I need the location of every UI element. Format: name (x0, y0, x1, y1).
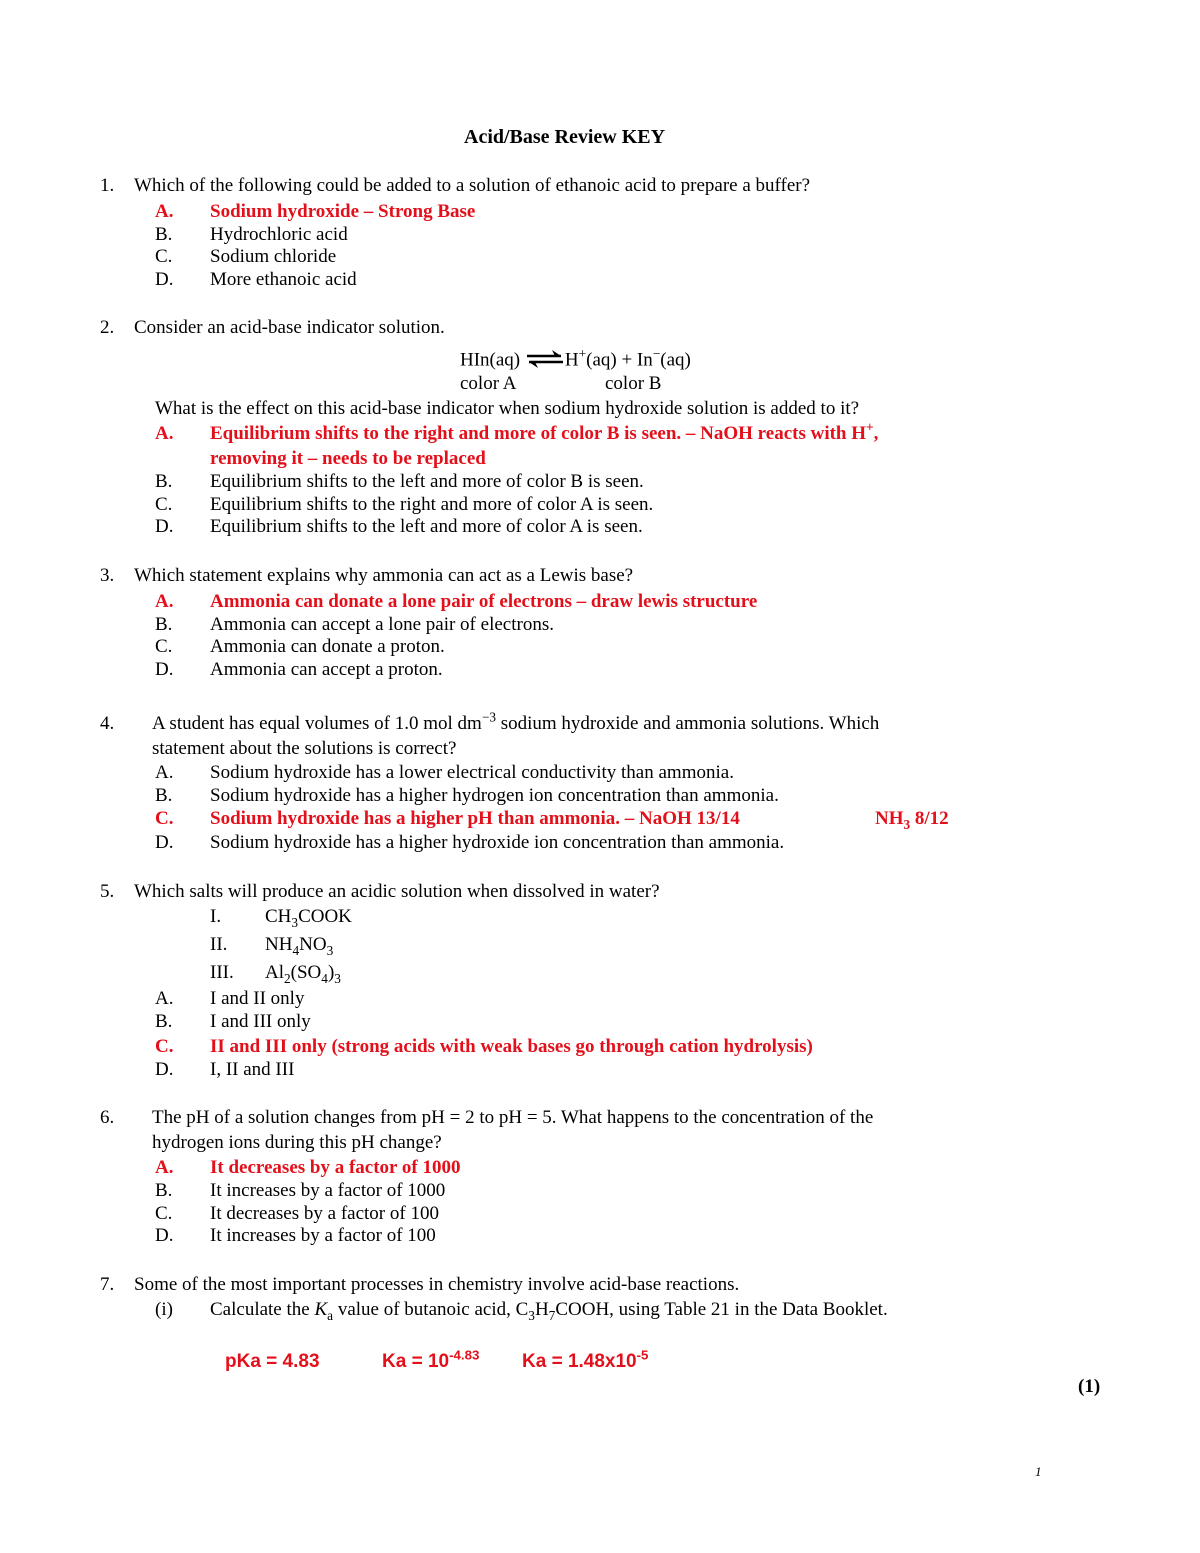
q5-option-a-text: I and II only (210, 988, 305, 1009)
salt-1-formula: $CH_3COOK$ (265, 906, 352, 930)
question-3-stem: Which statement explains why ammonia can act as a Lewis base? (134, 565, 634, 586)
q3-option-a-answer: Ammonia can donate a lone pair of electrons – draw lewis structure (210, 591, 758, 612)
q1-option-a-answer: Sodium hydroxide – Strong Base (210, 201, 476, 222)
question-6-stem-line2: hydrogen ions during this pH change? (152, 1132, 442, 1153)
eq-plus: + (578, 346, 587, 362)
question-4-number: 4. (100, 713, 115, 734)
q6-option-d-letter: D. (155, 1225, 174, 1246)
q4-nh3-note: $NH_3$ 8/12 (875, 808, 949, 832)
q1-option-d-text: More ethanoic acid (210, 269, 357, 290)
q2-option-a-answer-line1: Equilibrium shifts to the right and more of color B is seen. – NaOH reacts with H+, (210, 419, 879, 444)
equilibrium-equation (460, 346, 691, 373)
q2-option-a-answer-line2: removing it – needs to be replaced (210, 448, 486, 469)
q6-option-c-text: It decreases by a factor of 100 (210, 1203, 439, 1224)
question-4-stem-line1: A student has equal volumes of 1.0 mol $dm^{-3}$ sodium hydroxide and ammonia solutions. Which (152, 709, 880, 734)
question-4-stem-line2: statement about the solutions is correct? (152, 738, 457, 759)
question-6-stem-line1: The pH of a solution changes from pH = 2 to pH = 5. What happens to the concentration of the (152, 1107, 874, 1128)
question-7-number: 7. (100, 1274, 115, 1295)
q2-option-d-letter: D. (155, 516, 174, 537)
eq-reactant: HIn(aq) (460, 349, 521, 371)
q2-option-d-text: Equilibrium shifts to the left and more of color A is seen. (210, 516, 643, 537)
q3-option-b-text: Ammonia can accept a lone pair of electrons. (210, 614, 554, 635)
q7-ka-power-answer: $Ka = 10^{-4.83}$ (382, 1347, 480, 1372)
q2-option-c-text: Equilibrium shifts to the right and more of color A is seen. (210, 494, 654, 515)
question-2-prompt: What is the effect on this acid-base indicator when sodium hydroxide solution is added to it? (155, 398, 860, 419)
q3-option-c-letter: C. (155, 636, 173, 657)
q2-option-a-letter: A. (155, 423, 174, 444)
page-title: Acid/Base Review KEY (464, 126, 666, 148)
question-5-number: 5. (100, 881, 115, 902)
q6-option-b-letter: B. (155, 1180, 173, 1201)
q3-option-d-text: Ammonia can accept a proton. (210, 659, 443, 680)
q4-option-d-letter: D. (155, 832, 174, 853)
q6-option-c-letter: C. (155, 1203, 173, 1224)
salt-3-numeral: III. (210, 962, 234, 983)
salt-1-numeral: I. (210, 906, 222, 927)
eq-h: H (564, 349, 579, 371)
q4-option-b-letter: B. (155, 785, 173, 806)
q3-option-b-letter: B. (155, 614, 173, 635)
salt-3-formula: $Al_2(SO_4)_3$ (265, 962, 341, 986)
question-5-stem: Which salts will produce an acidic solution when dissolved in water? (134, 881, 660, 902)
q3-option-a-letter: A. (155, 591, 174, 612)
q5-option-c-answer: II and III only (strong acids with weak bases go through cation hydrolysis) (210, 1036, 813, 1057)
q4-option-b-text: Sodium hydroxide has a higher hydrogen ion concentration than ammonia. (210, 785, 779, 806)
q4-option-a-text: Sodium hydroxide has a lower electrical conductivity than ammonia. (210, 762, 734, 783)
question-6-number: 6. (100, 1107, 115, 1128)
q6-option-b-text: It increases by a factor of 1000 (210, 1180, 446, 1201)
q1-option-c-letter: C. (155, 246, 173, 267)
q5-option-c-letter: C. (155, 1036, 174, 1057)
equilibrium-arrow-icon (525, 349, 565, 373)
eq-right: (aq) (660, 349, 691, 371)
question-7-stem: Some of the most important processes in chemistry involve acid-base reactions. (134, 1274, 740, 1295)
q4-option-a-letter: A. (155, 762, 174, 783)
eq-mid: (aq) + In (586, 349, 653, 371)
q5-option-a-letter: A. (155, 988, 174, 1009)
q1-option-b-letter: B. (155, 224, 173, 245)
q7-marks: (1) (1078, 1376, 1101, 1397)
q6-option-d-text: It increases by a factor of 100 (210, 1225, 436, 1246)
q2-option-b-letter: B. (155, 471, 173, 492)
q7-ka-value-answer: $Ka = 1.48x10^{-5}$ (522, 1347, 649, 1372)
question-7-part-label: (i) (155, 1299, 173, 1320)
q5-option-b-text: I and III only (210, 1011, 311, 1032)
q1-option-c-text: Sodium chloride (210, 246, 337, 267)
question-2-number: 2. (100, 317, 115, 338)
salt-2-numeral: II. (210, 934, 228, 955)
q5-option-d-letter: D. (155, 1059, 174, 1080)
q1-option-a-letter: A. (155, 201, 174, 222)
q1-option-d-letter: D. (155, 269, 174, 290)
color-b-label: color B (605, 373, 662, 394)
q2-option-c-letter: C. (155, 494, 173, 515)
q4-option-d-text: Sodium hydroxide has a higher hydroxide ion concentration than ammonia. (210, 832, 785, 853)
q4-option-c-letter: C. (155, 808, 174, 829)
eq-minus: − (652, 346, 661, 362)
q6-option-a-answer: It decreases by a factor of 1000 (210, 1157, 461, 1178)
question-1-number: 1. (100, 175, 115, 196)
q4-option-c-answer: Sodium hydroxide has a higher pH than ammonia. – NaOH 13/14 (210, 808, 740, 829)
q5-option-b-letter: B. (155, 1011, 173, 1032)
q5-option-d-text: I, II and III (210, 1059, 295, 1080)
q3-option-d-letter: D. (155, 659, 174, 680)
question-1-stem: Which of the following could be added to a solution of ethanoic acid to prepare a buffer? (134, 175, 811, 196)
question-3-number: 3. (100, 565, 115, 586)
salt-2-formula: $NH_4NO_3$ (265, 934, 334, 958)
q1-option-b-text: Hydrochloric acid (210, 224, 348, 245)
q7-pka-answer: pKa = 4.83 (225, 1351, 320, 1372)
question-2-stem: Consider an acid-base indicator solution. (134, 317, 445, 338)
page-number: 1 (1035, 1464, 1042, 1479)
color-a-label: color A (460, 373, 517, 394)
q3-option-c-text: Ammonia can donate a proton. (210, 636, 445, 657)
q2-option-b-text: Equilibrium shifts to the left and more of color B is seen. (210, 471, 644, 492)
question-7-part-text: Calculate the $K_a$ value of butanoic acid, $C_3H_7COOH$, using Table 21 in the Data Booklet. (210, 1299, 888, 1323)
q6-option-a-letter: A. (155, 1157, 174, 1178)
